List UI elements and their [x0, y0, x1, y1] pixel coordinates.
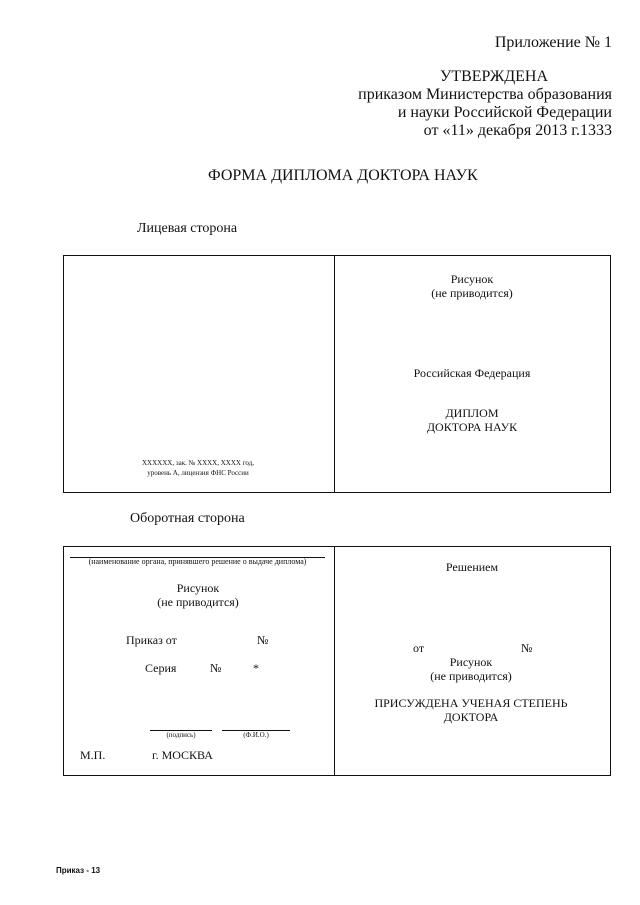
org-name-caption: (наименование органа, принявшего решение о выдаче диплома)	[88, 557, 307, 566]
decision-date-label: от	[413, 641, 425, 655]
approval-line-1: приказом Министерства образования	[358, 86, 612, 103]
order-number-sign: №	[257, 633, 269, 647]
back-right-picture-label: Рисунок	[449, 655, 493, 669]
signature-caption: (подпись)	[166, 731, 196, 739]
document-title: ФОРМА ДИПЛОМА ДОКТОРА НАУК	[208, 167, 478, 184]
back-side-heading: Оборотная сторона	[130, 511, 245, 526]
full-name-caption: (Ф.И.О.)	[243, 731, 269, 739]
decision-label: Решением	[445, 560, 499, 574]
front-country: Российская Федерация	[413, 366, 531, 380]
series-asterisk: *	[253, 661, 259, 675]
awarded-degree-line-1: ПРИСУЖДЕНА УЧЕНАЯ СТЕПЕНЬ	[374, 696, 568, 710]
back-picture-label: Рисунок	[176, 581, 220, 595]
approval-line-3: от «11» декабря 2013 г.1333	[423, 122, 612, 139]
approval-line-2: и науки Российской Федерации	[397, 104, 612, 121]
decision-number-sign: №	[521, 641, 533, 655]
series-number-sign: №	[210, 661, 222, 675]
awarded-degree-line-2: ДОКТОРА	[443, 710, 499, 724]
front-diploma-title: ДИПЛОМ	[445, 406, 499, 420]
page-footer: Приказ - 13	[56, 866, 101, 875]
series-label: Серия	[145, 661, 177, 675]
front-picture-label: Рисунок	[450, 272, 494, 286]
back-side-divider	[334, 546, 335, 776]
back-right-picture-note: (не приводится)	[430, 669, 512, 683]
order-label: Приказ от	[126, 633, 177, 647]
back-picture-note: (не приводится)	[157, 595, 239, 609]
front-picture-note: (не приводится)	[431, 286, 513, 300]
front-imprint-line-2: уровень А, лицензия ФНС России	[147, 469, 249, 477]
front-degree: ДОКТОРА НАУК	[426, 420, 518, 434]
appendix-number: Приложение № 1	[494, 34, 612, 51]
front-side-divider	[334, 255, 335, 493]
front-imprint-line-1: XXXXXX, зак. № XXXX, XXXX год,	[141, 459, 255, 467]
city-name: г. МОСКВА	[152, 748, 213, 762]
front-side-heading: Лицевая сторона	[137, 221, 238, 236]
approved-label: УТВЕРЖДЕНА	[440, 68, 549, 85]
stamp-place: М.П.	[80, 748, 106, 762]
